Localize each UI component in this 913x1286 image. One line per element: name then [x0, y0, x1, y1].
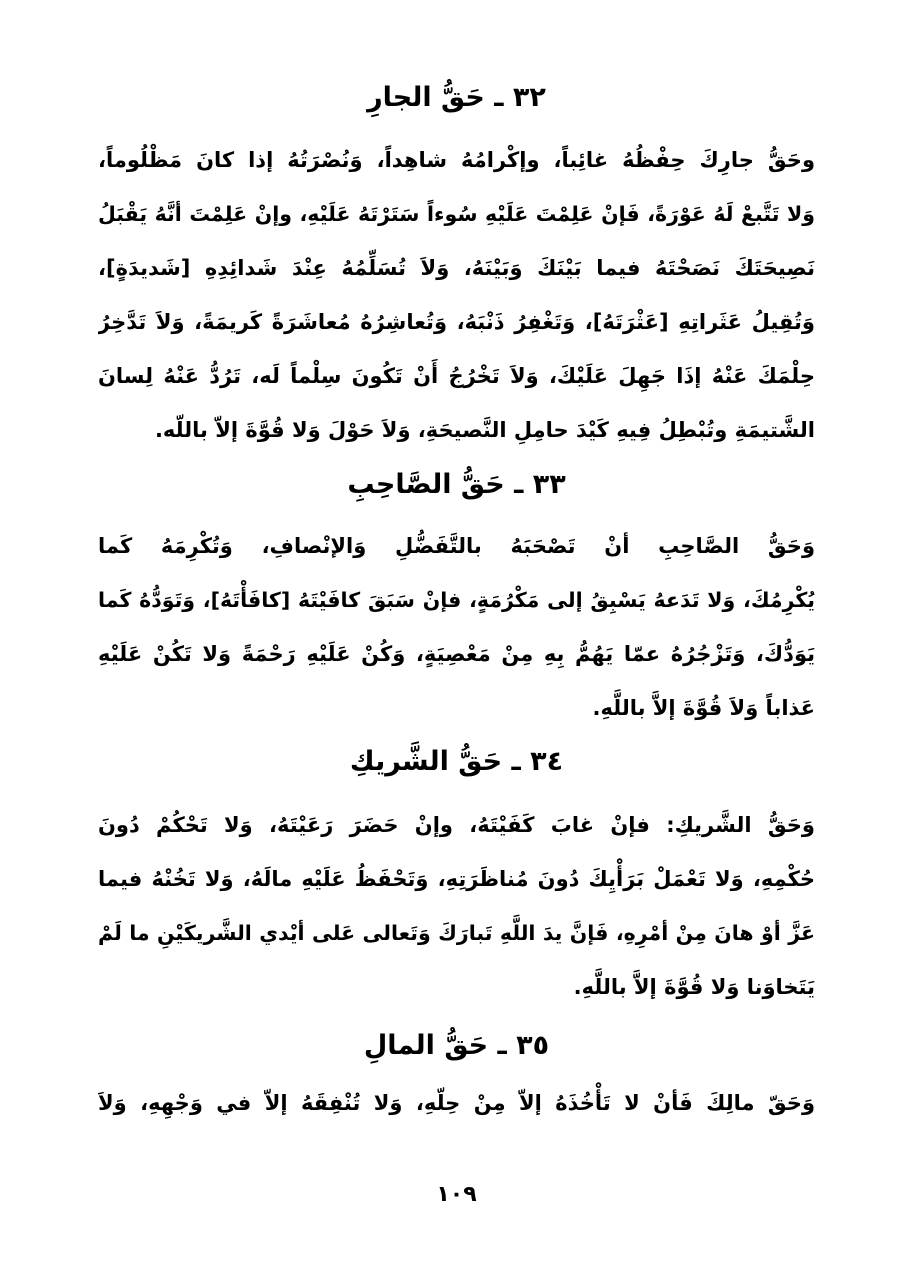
text-line: وَحَقّ مالِكَ فَأنْ لا تَأْخُذَهُ إلاّ مِنْ حِلّهِ، وَلا تُنْفِقَهُ إلاّ في وَجْهِهِ، وَلاَ [98, 1091, 815, 1115]
text-line: نَصِيحَتَكَ نَصَحْتَهُ فيما بَيْنَكَ وَبَيْنَهُ، وَلاَ تُسَلِّمُهُ عِنْدَ شَدائِدِهِ [شَديدَةٍ]، [98, 256, 815, 280]
text-line: يُكْرِمُكَ، وَلا تَدَعهُ يَسْبِقُ إلى مَكْرُمَةٍ، فإنْ سَبَقَ كافَيْتَهُ [كافَأْتَهُ]، وَتَوَدُّهُ كَما [98, 588, 815, 612]
page-number: ١٠٩ [436, 1182, 477, 1207]
section-heading-33: ٣٣ ـ حَقُّ الصَّاحِبِ [347, 469, 566, 500]
text-line: يَتَخاوَنا وَلا قُوَّةَ إلاَّ باللَّهِ. [573, 975, 815, 999]
section-paragraph-34 [98, 798, 815, 1014]
section-heading-34: ٣٤ ـ حَقُّ الشَّريكِ [349, 746, 564, 777]
text-line: عَزَّ أوْ هانَ مِنْ أمْرِهِ، فَإنَّ يدَ اللَّهِ تَبارَكَ وَتَعالى عَلى أيْدي الشَّريكَيْنِ ما لَمْ [98, 921, 815, 945]
text-line: الشَّتيمَةِ وتُبْطِلُ فِيهِ كَيْدَ حامِلِ النَّصيحَةِ، وَلاَ حَوْلَ وَلا قُوَّةَ إلاّ باللّه. [154, 418, 815, 442]
text-line: وحَقُّ جارِكَ حِفْظُهُ غائِباً، وإكْرامُهُ شاهِداً، وَنُصْرَتُهُ إذا كانَ مَظْلُوماً، [98, 148, 815, 172]
text-line: وَحَقُّ الشَّريكِ: فإنْ غابَ كَفَيْتَهُ، وإنْ حَضَرَ رَعَيْتَهُ، وَلا تَحْكُمْ دُونَ [98, 813, 815, 837]
text-line: حِلْمَكَ عَنْهُ إذَا جَهِلَ عَلَيْكَ، وَلاَ تَخْرُجُ أَنْ تَكُونَ سِلْماً لَه، تَرُدُّ عَنْهُ لِسانَ [98, 364, 815, 388]
text-line: وَلا تَتَّبعْ لَهُ عَوْرَةً، فَإنْ عَلِمْتَ عَلَيْهِ سُوءاً سَتَرْتَهُ عَلَيْهِ، وإنْ عَلِمْتَ أنَّهُ يَقْبَلُ [98, 202, 815, 226]
section-paragraph-33 [98, 519, 815, 735]
section-heading-35: ٣٥ ـ حَقُّ المالِ [363, 1030, 550, 1061]
text-line: وَتُقِيلُ عَثَراتِهِ [عَثْرَتَهُ]، وَتَغْفِرُ ذَنْبَهُ، وَتُعاشِرُهُ مُعاشَرَةً كَريمَةً، وَلاَ تَدَّخِرُ [98, 310, 815, 334]
text-line: حُكْمِهِ، وَلا تَعْمَلْ بَرَأْيِكَ دُونَ مُناظَرَتِهِ، وَتَحْفَظُ عَلَيْهِ مالَهُ، وَلا تَخُنْهُ فيما [98, 867, 815, 891]
section-paragraph-32 [98, 133, 815, 457]
text-line: عَذاباً وَلاَ قُوَّةَ إلاَّ باللَّهِ. [592, 696, 815, 720]
text-line: وَحَقُّ الصَّاحِبِ أنْ تَصْحَبَهُ بالتَّفَضُّلِ وَالإنْصافِ، وَتُكْرِمَهُ كَما [98, 534, 815, 558]
section-heading-32: ٣٢ ـ حَقُّ الجارِ [367, 82, 546, 113]
section-paragraph-35 [98, 1076, 815, 1130]
text-line: يَوَدُّكَ، وَتَزْجُرُهُ عمّا يَهُمُّ بِهِ مِنْ مَعْصِيَةٍ، وَكُنْ عَلَيْهِ رَحْمَةً وَلا تَكُنْ عَلَيْهِ [98, 642, 815, 666]
